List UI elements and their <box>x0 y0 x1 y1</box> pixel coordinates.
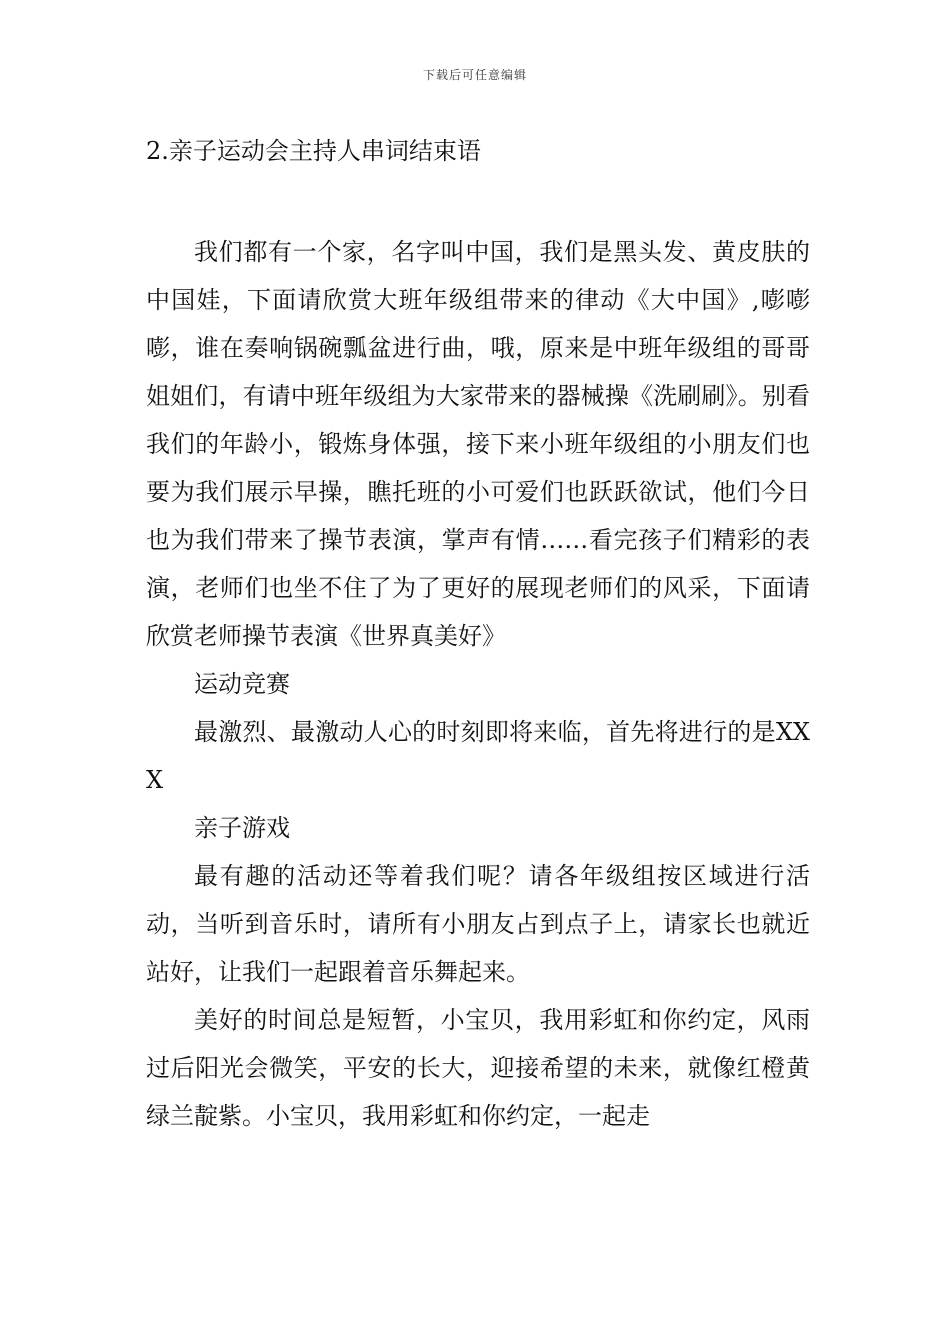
paragraph-games: 最有趣的活动还等着我们呢？请各年级组按区域进行活动，当听到音乐时，请所有小朋友占到点子上，请家长也就近站好，让我们一起跟着音乐舞起来。 <box>146 862 810 986</box>
header-note: 下载后可任意编辑 <box>422 68 527 82</box>
document-title: 2.亲子运动会主持人串词结束语 <box>146 137 481 165</box>
document-body <box>146 228 810 1140</box>
paragraph-performances: 我们都有一个家，名字叫中国，我们是黑头发、黄皮肤的中国娃，下面请欣赏大班年级组带来的律动《大中国》,嘭嘭嘭，谁在奏响锅碗瓢盆进行曲，哦，原来是中班年级组的哥哥姐姐们，有请中班年级组为大家带来的器械操《洗刷刷》。别看我们的年龄小，锻炼身体强，接下来小班年级组的小朋友们也要为我们展示早操，瞧托班的小可爱们也跃跃欲试，他们今日也为我们带来了操节表演，掌声有情……看完孩子们精彩的表演，老师们也坐不住了为了更好的展现老师们的风采，下面请欣赏老师操节表演《世界真美好》 <box>146 238 810 650</box>
section-heading-games: 亲子游戏 <box>194 814 290 842</box>
paragraph-closing: 美好的时间总是短暂，小宝贝，我用彩虹和你约定，风雨过后阳光会微笑，平安的长大，迎接希望的未来，就像红橙黄绿兰靛紫。小宝贝，我用彩虹和你约定，一起走 <box>146 1006 810 1130</box>
paragraph-sports: 最激烈、最激动人心的时刻即将来临，首先将进行的是XXX <box>146 718 810 794</box>
section-heading-sports: 运动竞赛 <box>194 670 290 698</box>
